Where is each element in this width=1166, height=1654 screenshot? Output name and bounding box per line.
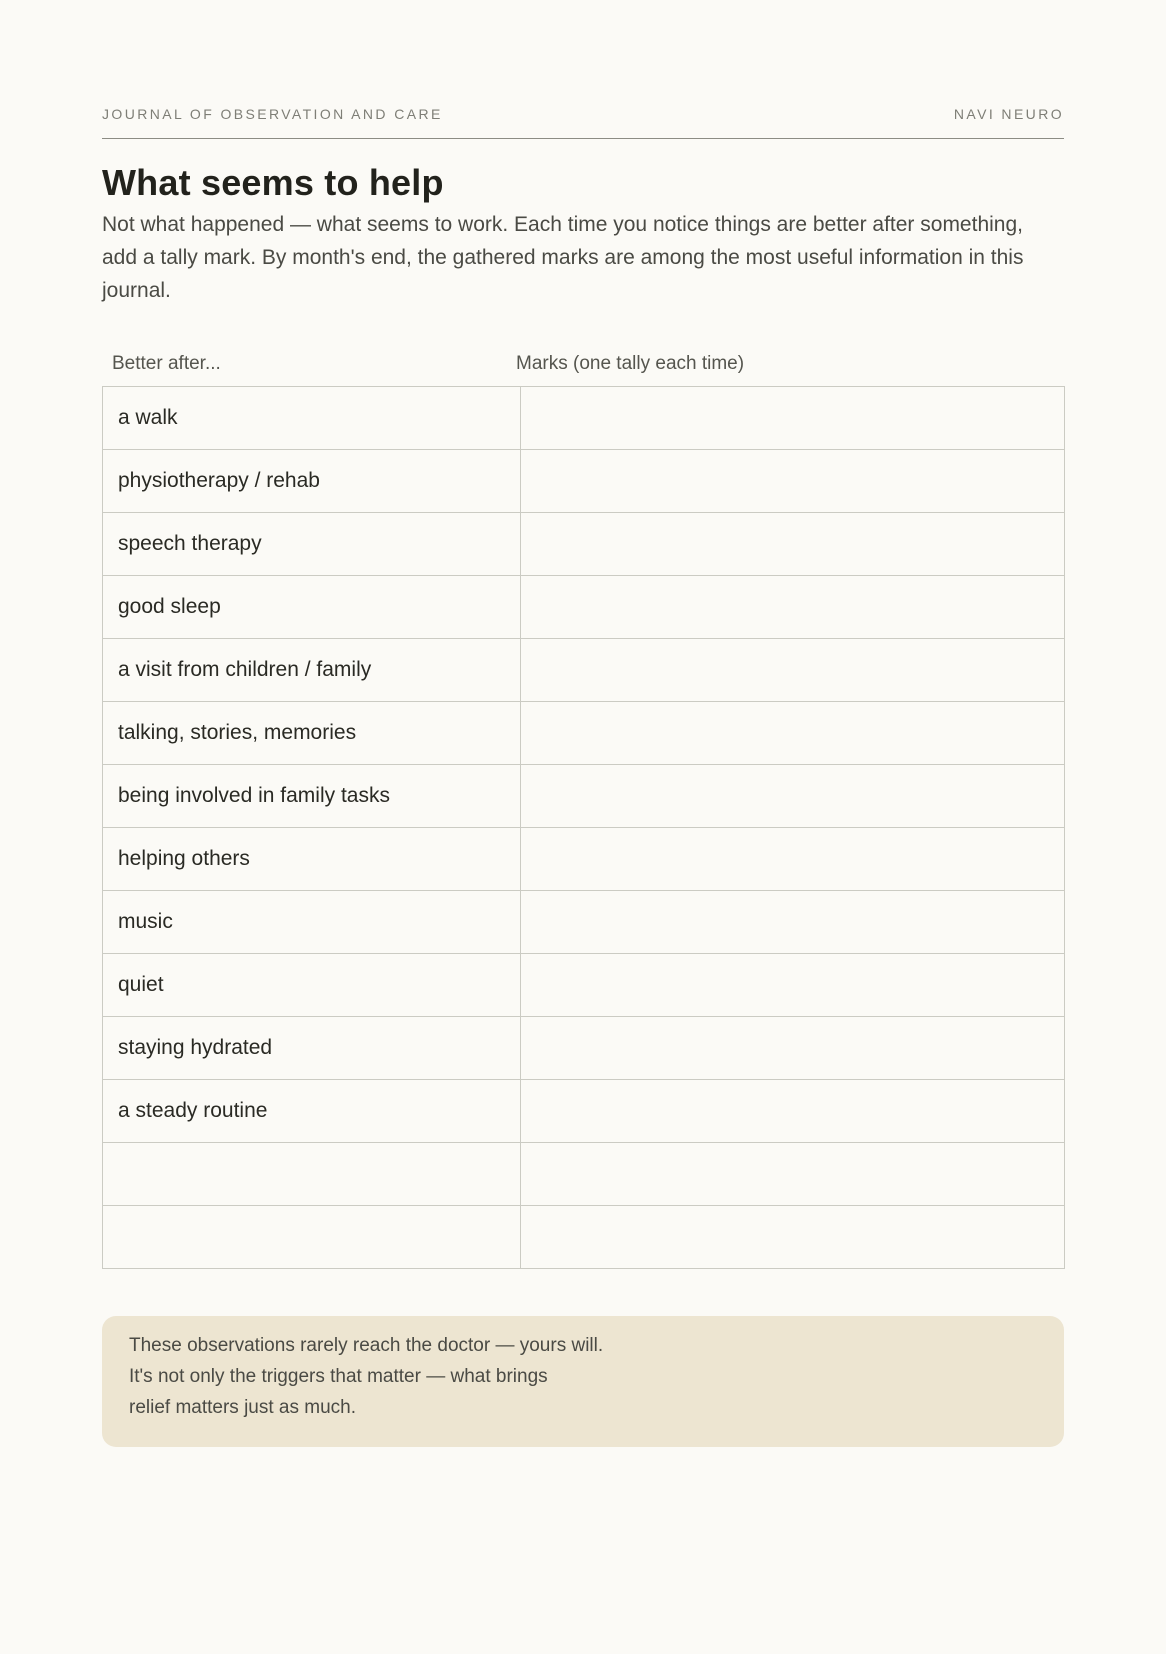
table-row xyxy=(103,450,1065,513)
column-header-better-after: Better after... xyxy=(112,353,221,374)
table-row xyxy=(103,513,1065,576)
tally-cell[interactable] xyxy=(521,702,1065,765)
tally-cell[interactable] xyxy=(521,639,1065,702)
note-line: These observations rarely reach the doctor — yours will. xyxy=(129,1335,604,1356)
table-row xyxy=(103,828,1065,891)
intro-text: Not what happened — what seems to work. Each time you notice things are better after something, add a tally mark. By month's end, the gathered marks are among the most useful information in this journal. xyxy=(102,213,1024,302)
tally-cell[interactable] xyxy=(521,1206,1065,1269)
tally-cell[interactable] xyxy=(521,954,1065,1017)
brand-name: NAVI NEURO xyxy=(953,106,1064,122)
tally-cell[interactable] xyxy=(521,765,1065,828)
row-label: good sleep xyxy=(103,576,521,639)
row-label: a visit from children / family xyxy=(103,639,521,702)
journal-title: JOURNAL OF OBSERVATION AND CARE xyxy=(102,106,443,122)
tally-table xyxy=(102,386,1065,1269)
table-row xyxy=(103,1143,1065,1206)
tally-cell[interactable] xyxy=(521,387,1065,450)
tally-cell[interactable] xyxy=(521,513,1065,576)
row-label: a walk xyxy=(103,387,521,450)
tally-cell[interactable] xyxy=(521,576,1065,639)
table-row xyxy=(103,639,1065,702)
table-row xyxy=(103,1017,1065,1080)
running-header xyxy=(102,104,1064,139)
row-label: quiet xyxy=(103,954,521,1017)
tally-cell[interactable] xyxy=(521,1080,1065,1143)
row-label: physiotherapy / rehab xyxy=(103,450,521,513)
row-label: being involved in family tasks xyxy=(103,765,521,828)
blank-row-label[interactable] xyxy=(103,1206,521,1269)
callout-note xyxy=(102,1316,1064,1447)
table-row xyxy=(103,1206,1065,1269)
tally-cell[interactable] xyxy=(521,1017,1065,1080)
tally-cell[interactable] xyxy=(521,891,1065,954)
table-row xyxy=(103,702,1065,765)
row-label: staying hydrated xyxy=(103,1017,521,1080)
table-row xyxy=(103,576,1065,639)
tally-cell[interactable] xyxy=(521,828,1065,891)
note-line: relief matters just as much. xyxy=(129,1397,357,1418)
row-label: a steady routine xyxy=(103,1080,521,1143)
tally-cell[interactable] xyxy=(521,1143,1065,1206)
row-label: speech therapy xyxy=(103,513,521,576)
row-label: helping others xyxy=(103,828,521,891)
table-row xyxy=(103,765,1065,828)
table-column-headers xyxy=(102,353,1064,381)
table-row xyxy=(103,954,1065,1017)
note-line: It's not only the triggers that matter — what brings xyxy=(129,1366,548,1387)
table-row xyxy=(103,387,1065,450)
table-row xyxy=(103,1080,1065,1143)
column-header-marks: Marks (one tally each time) xyxy=(516,353,745,374)
row-label: music xyxy=(103,891,521,954)
row-label: talking, stories, memories xyxy=(103,702,521,765)
blank-row-label[interactable] xyxy=(103,1143,521,1206)
table-row xyxy=(103,891,1065,954)
page-title: What seems to help xyxy=(102,162,444,203)
tally-cell[interactable] xyxy=(521,450,1065,513)
